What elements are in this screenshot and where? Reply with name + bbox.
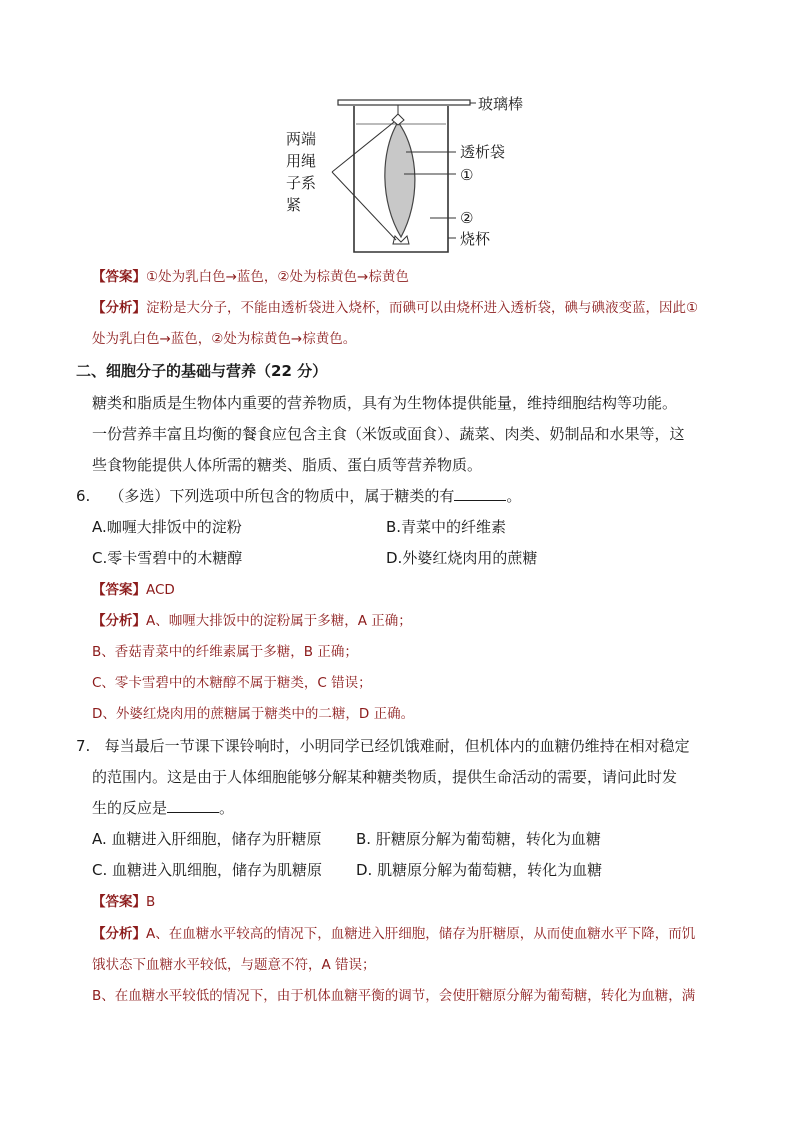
- analysis-text: A、在血糖水平较高的情况下，血糖进入肝细胞，储存为肝糖原，从而使血糖水平下降，而饥: [146, 926, 696, 942]
- section-title: 二、细胞分子的基础与营养（22 分）: [76, 362, 328, 380]
- answer-text: B: [146, 894, 156, 910]
- q7-analysis-line1: [92, 924, 695, 944]
- q7-stem-line1: [76, 736, 690, 756]
- answer-blank[interactable]: [167, 798, 219, 813]
- tied-label-4: 紧: [286, 196, 302, 214]
- q7-option-b: B. 肝糖原分解为葡萄糖，转化为血糖: [356, 830, 601, 848]
- q7-analysis-line3: B、在血糖水平较低的情况下，由于机体血糖平衡的调节，会使肝糖原分解为葡萄糖，转化为血糖，满: [92, 988, 696, 1004]
- answer-tag: 【答案】: [92, 582, 146, 598]
- question-stem: 每当最后一节课下课铃响时，小明同学已经饥饿难耐，但机体内的血糖仍维持在相对稳定: [104, 737, 690, 755]
- q6-stem: [76, 486, 521, 506]
- q7-option-d: D. 肌糖原分解为葡萄糖，转化为血糖: [356, 861, 603, 879]
- dialysis-bag-label: 透析袋: [460, 143, 506, 161]
- dialysis-bag: [385, 122, 415, 237]
- q5-answer: [92, 267, 409, 287]
- q7-stem-line2: 的范围内。这是由于人体细胞能够分解某种糖类物质，提供生命活动的需要，请问此时发: [92, 768, 678, 786]
- analysis-text: 淀粉是大分子，不能由透析袋进入烧杯，而碘可以由烧杯进入透析袋，碘与碘液变蓝，因此①: [146, 300, 699, 316]
- q5-analysis-line2: 处为乳白色→蓝色，②处为棕黄色→棕黄色。: [92, 331, 357, 347]
- tied-label-3: 子系: [286, 174, 317, 192]
- analysis-tag: 【分析】: [92, 613, 146, 629]
- q7-answer: [92, 892, 155, 912]
- mark2-label: ②: [460, 209, 474, 227]
- analysis-tag: 【分析】: [92, 926, 146, 942]
- answer-text: ①处为乳白色→蓝色，②处为棕黄色→棕黄色: [146, 269, 409, 285]
- answer-tag: 【答案】: [92, 894, 146, 910]
- section-intro-line3: 些食物能提供人体所需的糖类、脂质、蛋白质等营养物质。: [92, 456, 483, 474]
- q6-option-a: A.咖喱大排饭中的淀粉: [92, 518, 242, 536]
- q6-analysis-line1: [92, 611, 412, 631]
- dialysis-diagram-svg: [280, 92, 540, 262]
- q6-option-b: B.青菜中的纤维素: [386, 518, 507, 536]
- question-number: 6.: [76, 487, 91, 505]
- section-intro-line2: 一份营养丰富且均衡的餐食应包含主食（米饭或面食）、蔬菜、肉类、奶制品和水果等，这: [92, 425, 685, 443]
- stem-end: 。: [506, 487, 522, 505]
- question-number: 7.: [76, 737, 91, 755]
- analysis-tag: 【分析】: [92, 300, 146, 316]
- stem-text: 生的反应是: [92, 799, 168, 817]
- beaker-label: 烧杯: [460, 230, 491, 248]
- tied-label-1: 两端: [286, 130, 317, 148]
- answer-tag: 【答案】: [92, 269, 146, 285]
- q7-option-c: C. 血糖进入肌细胞，储存为肌糖原: [92, 861, 323, 879]
- section-intro-line1: 糖类和脂质是生物体内重要的营养物质，具有为生物体提供能量，维持细胞结构等功能。: [92, 394, 678, 412]
- mark1-label: ①: [460, 166, 474, 184]
- answer-text: ACD: [146, 582, 175, 598]
- top-knot: [392, 114, 404, 125]
- answer-blank[interactable]: [454, 486, 506, 501]
- question-stem: （多选）下列选项中所包含的物质中，属于糖类的有: [109, 487, 455, 505]
- stem-end: 。: [219, 799, 235, 817]
- q6-option-d: D.外婆红烧肉用的蔗糖: [386, 549, 538, 567]
- glass-rod: [338, 100, 470, 105]
- q6-analysis-line4: D、外婆红烧肉用的蔗糖属于糖类中的二糖，D 正确。: [92, 706, 415, 722]
- q6-option-c: C.零卡雪碧中的木糖醇: [92, 549, 243, 567]
- q7-analysis-line2: 饿状态下血糖水平较低，与题意不符，A 错误；: [92, 957, 376, 973]
- analysis-text: A、咖喱大排饭中的淀粉属于多糖，A 正确；: [146, 613, 412, 629]
- glass-rod-label: 玻璃棒: [478, 95, 524, 113]
- q7-stem-line3: [92, 798, 234, 818]
- q6-analysis-line2: B、香菇青菜中的纤维素属于多糖，B 正确；: [92, 644, 358, 660]
- tied-label-2: 用绳: [286, 152, 317, 170]
- q6-analysis-line3: C、零卡雪碧中的木糖醇不属于糖类，C 错误；: [92, 675, 372, 691]
- q7-option-a: A. 血糖进入肝细胞，储存为肝糖原: [92, 830, 322, 848]
- dialysis-experiment-diagram: [280, 92, 540, 262]
- q5-analysis-line1: [92, 298, 698, 318]
- q6-answer: [92, 580, 175, 600]
